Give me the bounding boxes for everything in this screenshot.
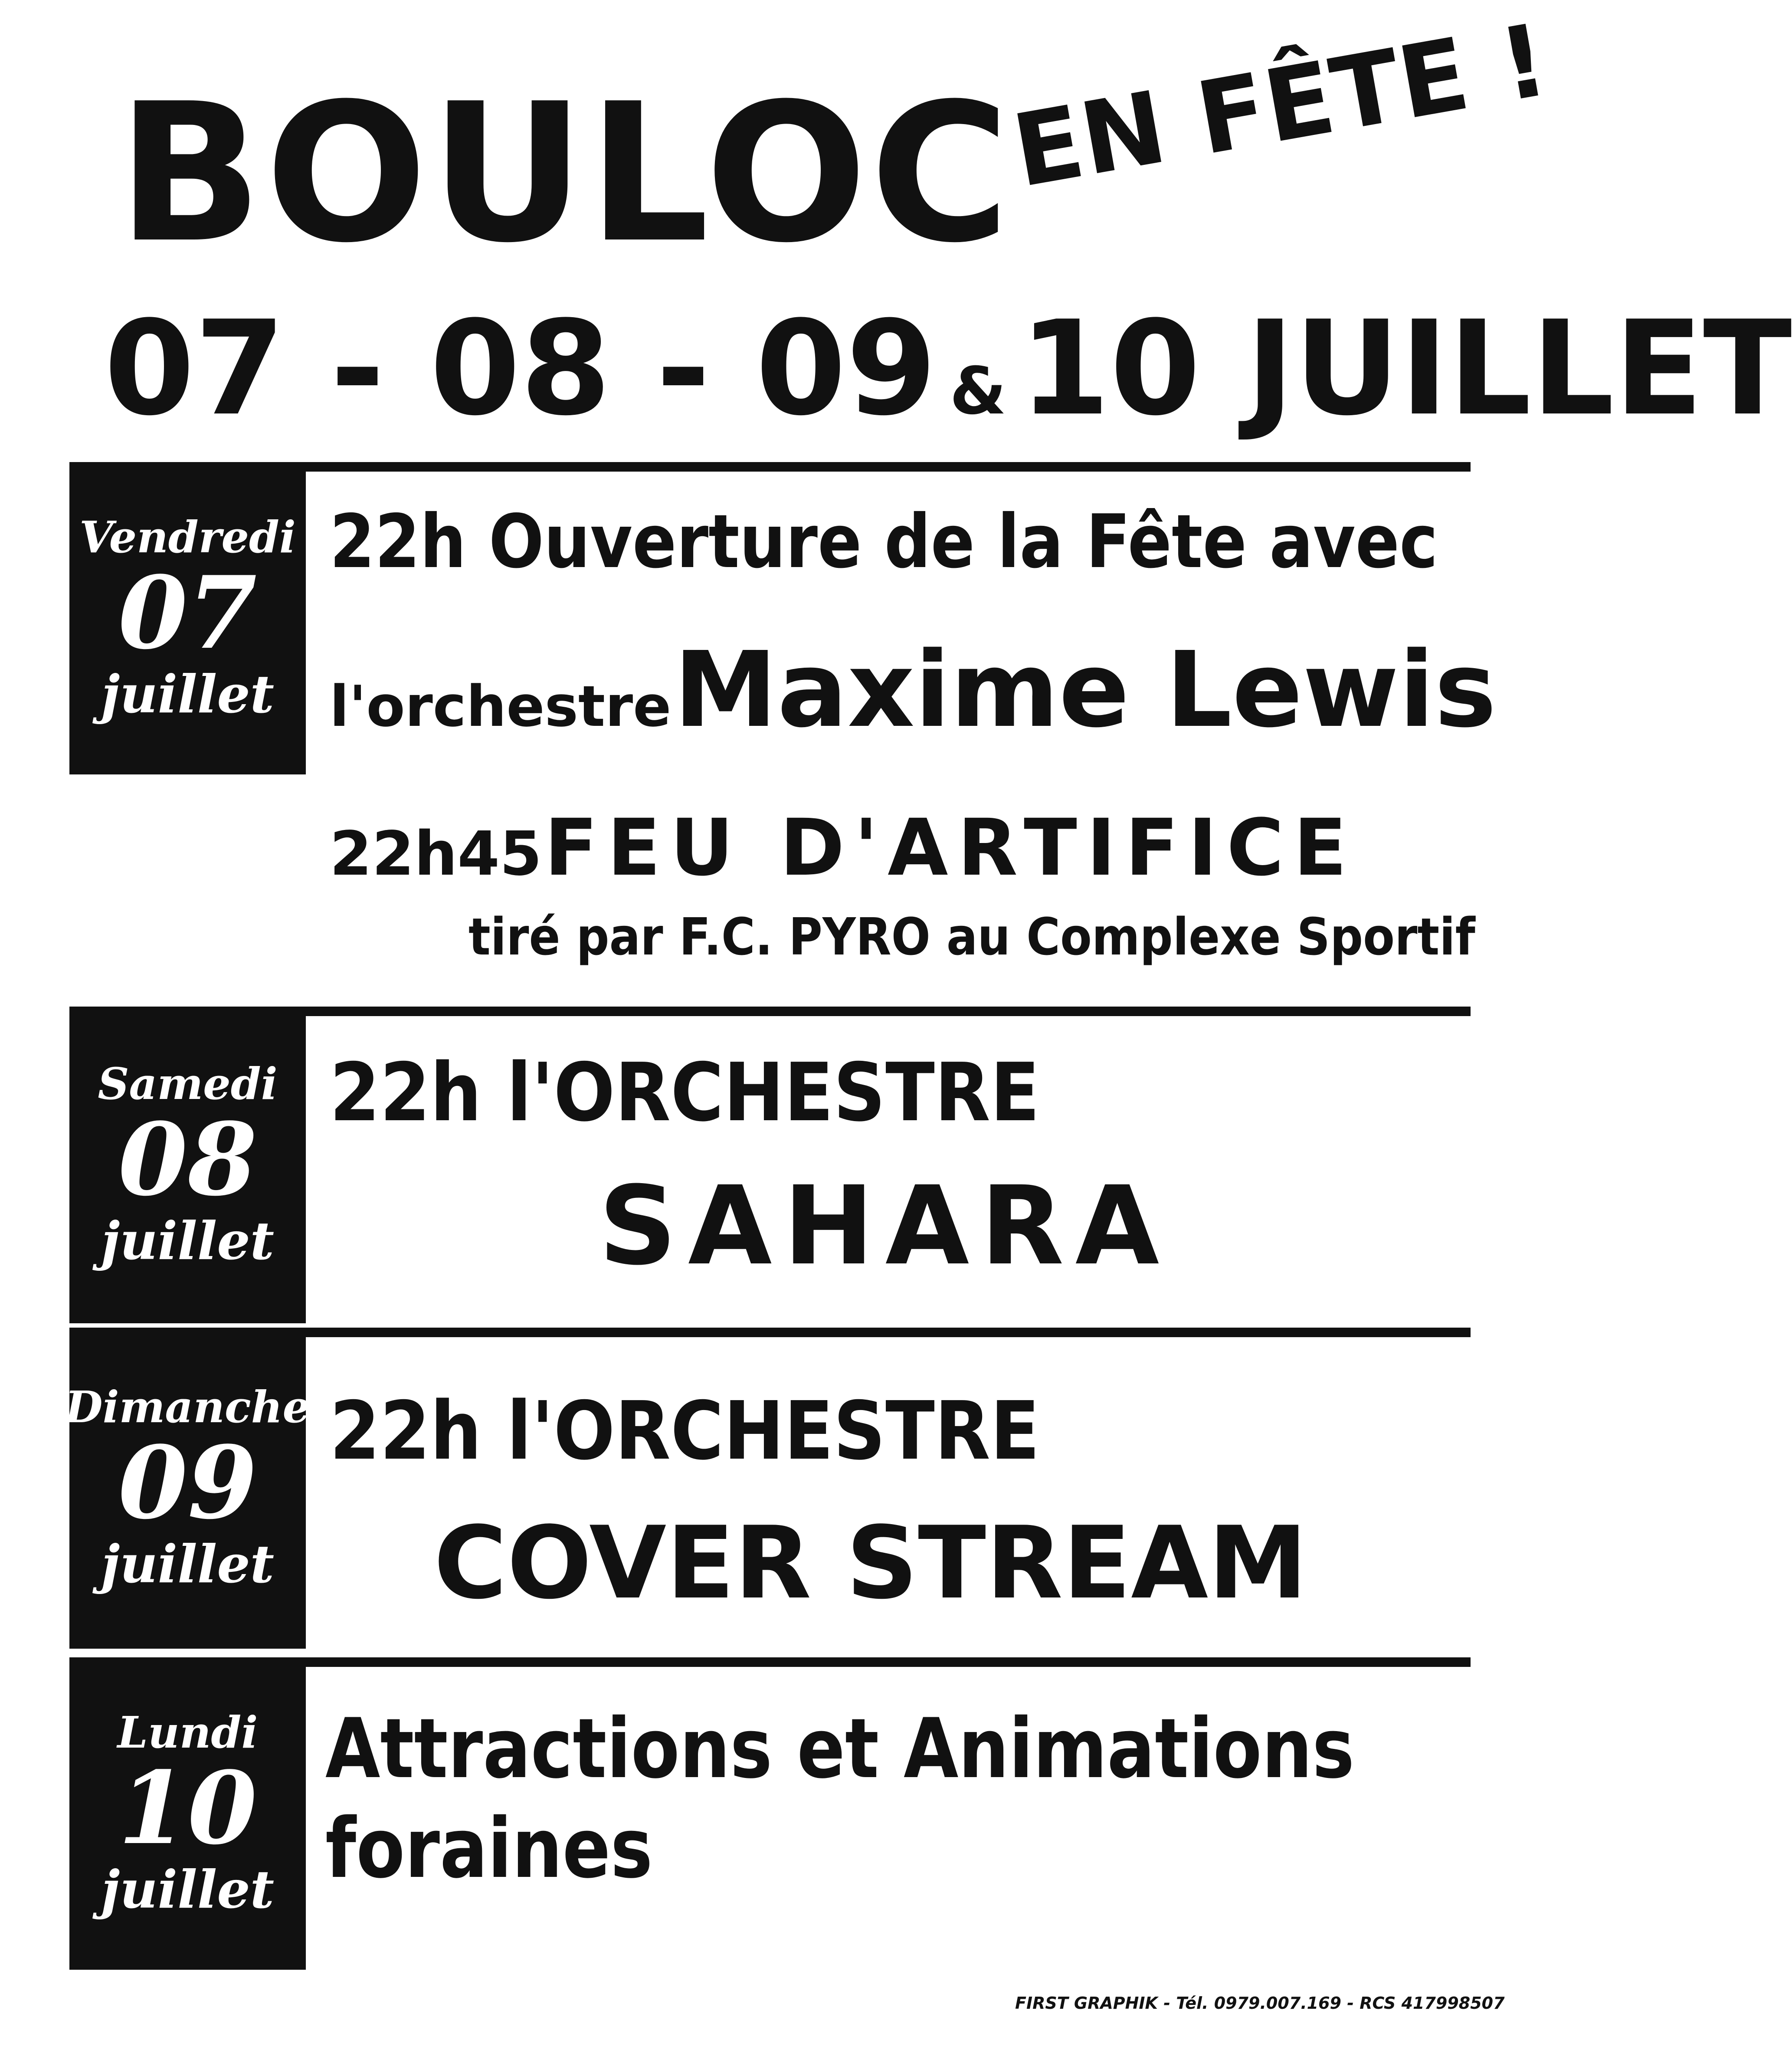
day-name: Lundi [117, 1707, 258, 1758]
vendredi-orchestre-prefix: l'orchestre [330, 673, 672, 739]
lundi-line2: foraines [325, 1801, 653, 1896]
day-number: 08 [118, 1101, 257, 1219]
day-block-dimanche [65, 1328, 311, 1649]
poster-title: BOULOC [117, 62, 1013, 285]
day-number: 09 [118, 1424, 257, 1542]
day-number: 10 [118, 1750, 257, 1867]
fireworks-detail: tiré par F.C. PYRO au Complexe Sportif [468, 907, 1475, 967]
dates-end: 10 JUILLET [1019, 293, 1792, 444]
day-name: Vendredi [79, 512, 296, 563]
samedi-line1: 22h l'ORCHESTRE [330, 1046, 1040, 1139]
vendredi-line3 [330, 803, 1356, 893]
day-block-lundi [69, 1657, 306, 1970]
event-dates [104, 293, 1792, 444]
day-block-vendredi [69, 462, 306, 774]
day-month: juillet [101, 1859, 275, 1920]
fireworks-title: FEU D'ARTIFICE [544, 803, 1356, 893]
vendredi-line2 [330, 629, 1497, 751]
day-month: juillet [101, 1210, 275, 1272]
dates-main: 07 - 08 - 09 [104, 293, 937, 444]
vendredi-line1: 22h Ouverture de la Fête avec [330, 499, 1438, 585]
day-name: Dimanche [65, 1381, 311, 1433]
dates-ampersand: & [950, 354, 1007, 429]
fireworks-time: 22h45 [330, 819, 542, 889]
dimanche-band-name: COVER STREAM [434, 1506, 1308, 1621]
day-month: juillet [101, 1533, 275, 1595]
lundi-line1: Attractions et Animations [325, 1701, 1355, 1797]
dimanche-line1: 22h l'ORCHESTRE [330, 1384, 1040, 1478]
day-block-samedi [69, 1007, 306, 1323]
printer-credit: FIRST GRAPHIK - Tél. 0979.007.169 - RCS 417998507 [1015, 1994, 1505, 2013]
day-number: 07 [118, 554, 257, 672]
vendredi-band-name: Maxime Lewis [673, 629, 1497, 751]
samedi-band-name: SAHARA [599, 1163, 1171, 1289]
poster-subtitle: EN FÊTE ! [1005, 2, 1556, 210]
day-name: Samedi [98, 1058, 278, 1110]
day-month: juillet [101, 663, 275, 725]
